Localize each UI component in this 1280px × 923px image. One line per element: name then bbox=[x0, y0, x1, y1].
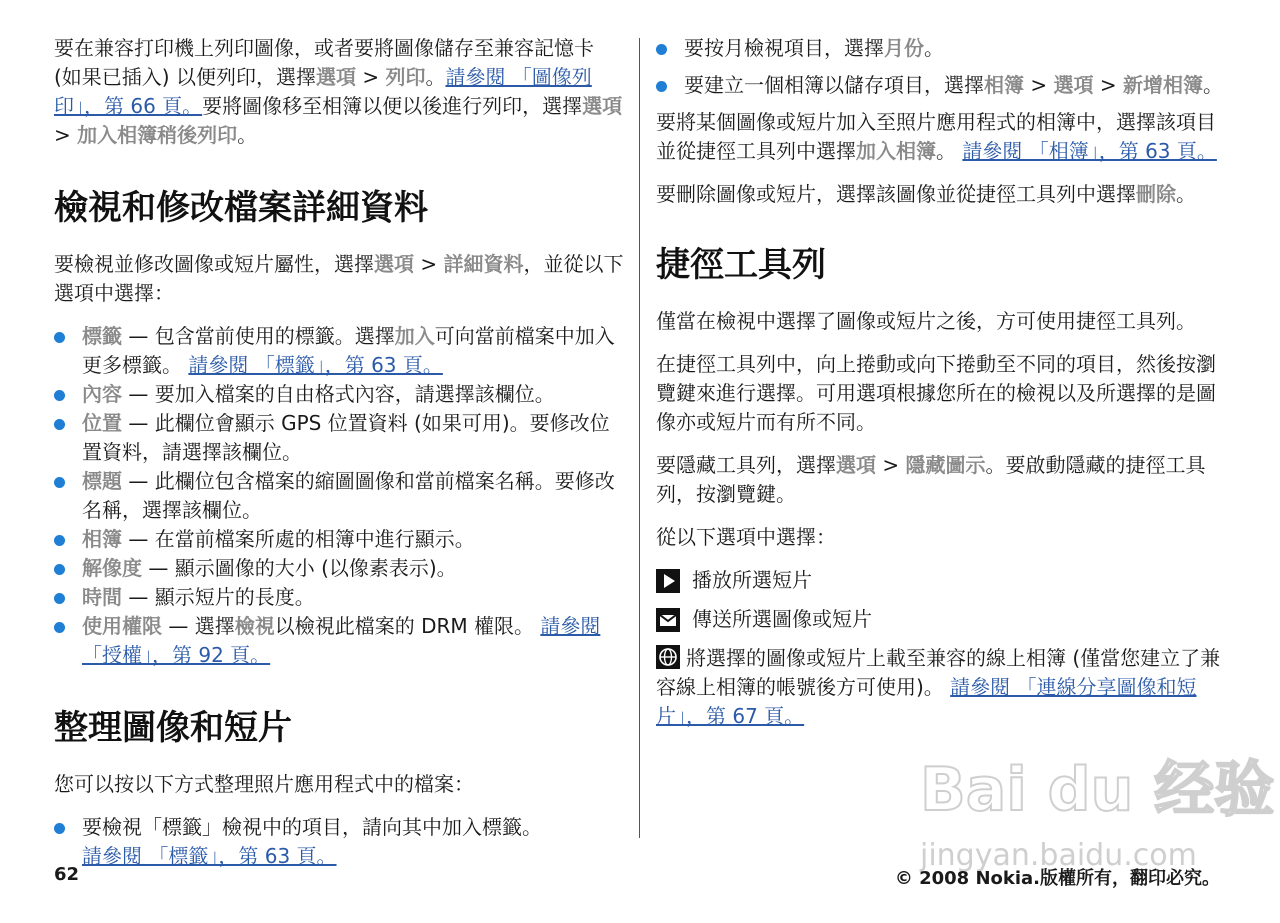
ui-month: 月份 bbox=[884, 36, 924, 60]
list-item: 要按月檢視項目，選擇月份。 bbox=[656, 34, 1228, 63]
play-row: 播放所選短片 bbox=[656, 566, 1228, 595]
list-item: 使用權限 — 選擇檢視以檢視此檔案的 DRM 權限。 請參閱 「授權」，第 92 頁。 bbox=[54, 612, 626, 670]
column-divider bbox=[639, 38, 640, 838]
page-number: 62 bbox=[54, 864, 80, 885]
details-list bbox=[54, 322, 626, 670]
link-rights[interactable]: 請參閱 「授權」，第 92 頁。 bbox=[82, 614, 601, 667]
toolbar-paragraph-4: 從以下選項中選擇： bbox=[656, 525, 836, 549]
bullet-icon bbox=[656, 44, 667, 55]
organize-list bbox=[54, 813, 626, 871]
ui-options-2: 選項 bbox=[582, 94, 623, 118]
heading-toolbar: 捷徑工具列 bbox=[656, 245, 826, 285]
list-item: 內容 — 要加入檔案的自由格式內容，請選擇該欄位。 bbox=[54, 380, 626, 409]
envelope-icon bbox=[656, 608, 680, 632]
send-row: 傳送所選圖像或短片 bbox=[656, 605, 1228, 634]
organize-paragraph: 您可以按以下方式整理照片應用程式中的檔案： bbox=[54, 772, 474, 796]
list-item: 相簿 — 在當前檔案所處的相簿中進行顯示。 bbox=[54, 525, 626, 554]
baidu-watermark-logo bbox=[880, 740, 1275, 880]
bullet-icon bbox=[656, 81, 667, 92]
details-paragraph: 要檢視並修改圖像或短片屬性，選擇選項 > 詳細資料，並從以下選項中選擇： bbox=[54, 252, 624, 305]
link-online-share[interactable]: 請參閱 「連線分享圖像和短片」，第 67 頁。 bbox=[656, 675, 1197, 728]
toolbar-paragraph-3: 要隱藏工具列，選擇選項 > 隱藏圖示。要啟動隱藏的捷徑工具列，按瀏覽鍵。 bbox=[656, 453, 1206, 506]
bullet-icon bbox=[54, 622, 65, 633]
ui-print: 列印 bbox=[385, 65, 426, 89]
toolbar-paragraph-1: 僅當在檢視中選擇了圖像或短片之後，方可使用捷徑工具列。 bbox=[656, 309, 1196, 333]
ui-details: 詳細資料 bbox=[443, 252, 524, 276]
list-item: 標籤 — 包含當前使用的標籤。選擇加入可向當前檔案中加入更多標籤。 請參閱 「標籤」，第 63 頁。 bbox=[54, 322, 626, 380]
album-list bbox=[656, 34, 1228, 100]
watermark-brand: Bai du 经验 bbox=[920, 755, 1275, 825]
bullet-icon bbox=[54, 477, 65, 488]
left-column bbox=[54, 34, 626, 883]
copyright: © 2008 Nokia.版權所有，翻印必究。 bbox=[894, 868, 1220, 889]
toolbar-paragraph-2: 在捷徑工具列中，向上捲動或向下捲動至不同的項目，然後按瀏覽鍵來進行選擇。可用選項根據您所在的檢視以及所選擇的是圖像亦或短片而有所不同。 bbox=[656, 352, 1216, 434]
list-item: 標題 — 此欄位包含檔案的縮圖圖像和當前檔案名稱。要修改名稱，選擇該欄位。 bbox=[54, 467, 626, 525]
web-share-icon bbox=[656, 645, 680, 669]
web-share-paragraph: 將選擇的圖像或短片上載至兼容的線上相簿 (僅當您建立了兼容線上相簿的帳號後方可使用)。 請參閱 「連線分享圖像和短片」，第 67 頁。 bbox=[656, 646, 1221, 728]
bullet-icon bbox=[54, 332, 65, 343]
list-item: 要檢視「標籤」檢視中的項目，請向其中加入標籤。 請參閱 「標籤」，第 63 頁。 bbox=[54, 813, 626, 871]
bullet-icon bbox=[54, 390, 65, 401]
link-albums[interactable]: 請參閱 「相簿」，第 63 頁。 bbox=[962, 139, 1217, 163]
ui-options: 選項 bbox=[315, 65, 356, 89]
bullet-icon bbox=[54, 823, 65, 834]
right-column bbox=[656, 34, 1228, 745]
watermark-url: jingyan.baidu.com bbox=[920, 838, 1197, 873]
delete-paragraph: 要刪除圖像或短片，選擇該圖像並從捷徑工具列中選擇刪除。 bbox=[656, 182, 1196, 206]
add-album-paragraph: 要將某個圖像或短片加入至照片應用程式的相簿中，選擇該項目並從捷徑工具列中選擇加入相簿。 請參閱 「相簿」，第 63 頁。 bbox=[656, 110, 1217, 163]
link-image-print[interactable]: 請參閱 「圖像列印」，第 66 頁。 bbox=[54, 65, 592, 118]
heading-details: 檢視和修改檔案詳細資料 bbox=[54, 188, 428, 228]
bullet-icon bbox=[54, 564, 65, 575]
link-tags-2[interactable]: 請參閱 「標籤」，第 63 頁。 bbox=[82, 844, 337, 868]
bullet-icon bbox=[54, 535, 65, 546]
heading-organize: 整理圖像和短片 bbox=[54, 708, 292, 748]
list-item: 時間 — 顯示短片的長度。 bbox=[54, 583, 626, 612]
play-icon bbox=[656, 569, 680, 593]
ui-add-album-print: 加入相簿稍後列印 bbox=[77, 123, 238, 147]
list-item: 要建立一個相簿以儲存項目，選擇相簿 > 選項 > 新增相簿。 bbox=[656, 71, 1228, 100]
print-paragraph: 要在兼容打印機上列印圖像，或者要將圖像儲存至兼容記憶卡 (如果已插入) 以便列印，選擇選項 > 列印。請參閱 「圖像列印」，第 66 頁。要將圖像移至相簿以便以後進行列印，選擇選項 > 加入相簿稍後列印。 bbox=[54, 36, 623, 147]
list-item: 位置 — 此欄位會顯示 GPS 位置資料 (如果可用)。要修改位置資料，請選擇該欄位。 bbox=[54, 409, 626, 467]
bullet-icon bbox=[54, 419, 65, 430]
bullet-icon bbox=[54, 593, 65, 604]
link-tags[interactable]: 請參閱 「標籤」，第 63 頁。 bbox=[188, 353, 443, 377]
list-item: 解像度 — 顯示圖像的大小 (以像素表示)。 bbox=[54, 554, 626, 583]
